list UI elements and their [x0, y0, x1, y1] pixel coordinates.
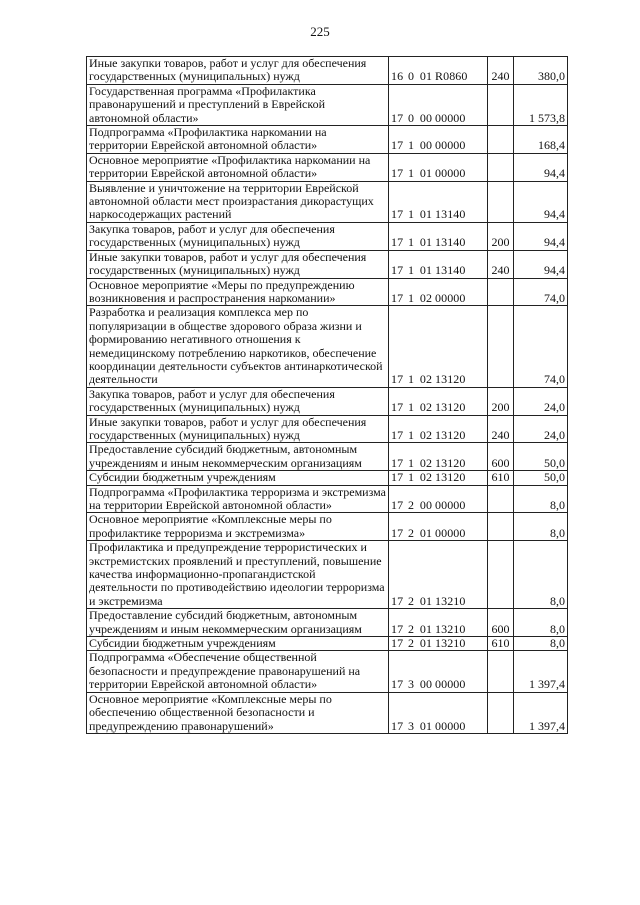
row-amount: 94,4 — [514, 222, 568, 250]
code-direction: R0860 — [435, 69, 468, 84]
row-description: Подпрограмма «Профилактика терроризма и экстремизма на территории Еврейской автономной области» — [87, 485, 389, 513]
code-subprogram: 1 — [407, 455, 415, 470]
budget-table — [86, 56, 568, 734]
code-subprogram: 2 — [407, 621, 415, 636]
code-main-activity: 01 — [419, 166, 433, 181]
row-description: Основное мероприятие «Комплексные меры по обеспечению общественной безопасности и предупреждению правонарушений» — [87, 692, 389, 733]
table-row — [87, 306, 568, 387]
row-amount: 24,0 — [514, 415, 568, 443]
code-program: 17 — [391, 621, 404, 636]
row-amount: 94,4 — [514, 250, 568, 278]
code-program: 17 — [391, 207, 404, 222]
row-target-article-code — [389, 278, 488, 306]
row-expense-type — [488, 541, 514, 609]
code-main-activity: 02 — [419, 290, 433, 305]
row-target-article-code — [389, 651, 488, 692]
row-description: Предоставление субсидий бюджетным, автономным учреждениям и иным некоммерческим организациям — [87, 609, 389, 637]
code-subprogram: 2 — [407, 525, 415, 540]
code-direction: 00000 — [435, 166, 466, 181]
code-subprogram: 1 — [407, 207, 415, 222]
row-expense-type — [488, 181, 514, 222]
code-direction: 13140 — [435, 263, 466, 278]
code-program: 17 — [391, 677, 404, 692]
code-program: 17 — [391, 138, 404, 153]
row-target-article-code — [389, 250, 488, 278]
row-description: Субсидии бюджетным учреждениям — [87, 471, 389, 485]
code-subprogram: 1 — [407, 400, 415, 415]
code-direction: 13140 — [435, 207, 466, 222]
code-direction: 00000 — [435, 525, 466, 540]
code-subprogram: 3 — [407, 677, 415, 692]
row-expense-type: 240 — [488, 415, 514, 443]
code-main-activity: 01 — [419, 235, 433, 250]
code-program: 17 — [391, 427, 404, 442]
row-description: Основное мероприятие «Меры по предупреждению возникновения и распространения наркомании» — [87, 278, 389, 306]
code-subprogram: 1 — [407, 138, 415, 153]
row-amount: 8,0 — [514, 485, 568, 513]
row-amount: 8,0 — [514, 609, 568, 637]
row-amount: 94,4 — [514, 181, 568, 222]
table-row — [87, 541, 568, 609]
code-direction: 13140 — [435, 235, 466, 250]
row-target-article-code — [389, 513, 488, 541]
code-subprogram: 2 — [407, 593, 415, 608]
row-amount: 168,4 — [514, 126, 568, 154]
row-target-article-code — [389, 84, 488, 125]
code-direction: 00000 — [435, 290, 466, 305]
code-program: 17 — [391, 498, 404, 512]
code-main-activity: 00 — [419, 498, 433, 512]
row-target-article-code — [389, 153, 488, 181]
row-description: Профилактика и предупреждение террористических и экстремистских проявлений и преступлений, повышение качества информационно-пропагандистской деятельности по противодействию идеологии терроризма и экстремизма — [87, 541, 389, 609]
row-description: Основное мероприятие «Комплексные меры по профилактике терроризма и экстремизма» — [87, 513, 389, 541]
table-row — [87, 278, 568, 306]
table-row — [87, 692, 568, 733]
row-expense-type — [488, 84, 514, 125]
code-direction: 13120 — [435, 455, 466, 470]
table-row — [87, 387, 568, 415]
table-row — [87, 153, 568, 181]
row-expense-type — [488, 651, 514, 692]
row-description: Выявление и уничтожение на территории Еврейской автономной области мест произрастания дикорастущих наркосодержащих растений — [87, 181, 389, 222]
row-description: Разработка и реализация комплекса мер по популяризации в обществе здорового образа жизни и формированию негативного отношения к немедицинскому потреблению наркотиков, обеспечение координации деятельности субъектов антинаркотической деятельности — [87, 306, 389, 387]
code-main-activity: 01 — [419, 718, 433, 733]
row-target-article-code — [389, 443, 488, 471]
table-row — [87, 57, 568, 85]
code-main-activity: 02 — [419, 470, 433, 485]
row-description: Государственная программа «Профилактика правонарушений и преступлений в Еврейской автономной области» — [87, 84, 389, 125]
row-target-article-code — [389, 222, 488, 250]
row-amount: 380,0 — [514, 57, 568, 85]
row-description: Закупка товаров, работ и услуг для обеспечения государственных (муниципальных) нужд — [87, 387, 389, 415]
row-description: Предоставление субсидий бюджетным, автономным учреждениям и иным некоммерческим организациям — [87, 443, 389, 471]
code-direction: 13120 — [435, 470, 466, 485]
row-description: Закупка товаров, работ и услуг для обеспечения государственных (муниципальных) нужд — [87, 222, 389, 250]
row-expense-type — [488, 513, 514, 541]
table-row — [87, 250, 568, 278]
table-row — [87, 181, 568, 222]
code-direction: 13120 — [435, 427, 466, 442]
row-amount: 1 397,4 — [514, 692, 568, 733]
code-subprogram: 2 — [407, 498, 415, 512]
code-main-activity: 01 — [419, 621, 433, 636]
code-main-activity: 01 — [419, 69, 433, 84]
code-subprogram: 3 — [407, 718, 415, 733]
row-target-article-code — [389, 415, 488, 443]
table-row — [87, 126, 568, 154]
row-expense-type: 610 — [488, 471, 514, 485]
code-main-activity: 01 — [419, 525, 433, 540]
code-direction: 00000 — [435, 498, 466, 512]
row-amount: 74,0 — [514, 278, 568, 306]
row-amount: 8,0 — [514, 513, 568, 541]
code-program: 17 — [391, 718, 404, 733]
row-description: Подпрограмма «Обеспечение общественной безопасности и предупреждение правонарушений на территории Еврейской автономной области» — [87, 651, 389, 692]
code-subprogram: 1 — [407, 263, 415, 278]
row-expense-type — [488, 126, 514, 154]
code-program: 17 — [391, 235, 404, 250]
code-subprogram: 0 — [407, 69, 415, 84]
row-amount: 50,0 — [514, 443, 568, 471]
table-row — [87, 513, 568, 541]
row-description: Иные закупки товаров, работ и услуг для обеспечения государственных (муниципальных) нужд — [87, 415, 389, 443]
code-program: 17 — [391, 470, 404, 485]
row-expense-type: 600 — [488, 609, 514, 637]
row-target-article-code — [389, 306, 488, 387]
code-program: 17 — [391, 593, 404, 608]
table-row — [87, 84, 568, 125]
code-program: 17 — [391, 263, 404, 278]
code-main-activity: 01 — [419, 593, 433, 608]
code-direction: 00000 — [435, 718, 466, 733]
row-description: Основное мероприятие «Профилактика наркомании на территории Еврейской автономной области» — [87, 153, 389, 181]
row-amount: 94,4 — [514, 153, 568, 181]
code-main-activity: 01 — [419, 263, 433, 278]
code-main-activity: 00 — [419, 138, 433, 153]
code-program: 17 — [391, 455, 404, 470]
code-program: 17 — [391, 525, 404, 540]
code-main-activity: 02 — [419, 400, 433, 415]
row-target-article-code — [389, 692, 488, 733]
code-main-activity: 00 — [419, 677, 433, 692]
row-expense-type: 610 — [488, 637, 514, 651]
code-subprogram: 1 — [407, 166, 415, 181]
code-direction: 13210 — [435, 593, 466, 608]
code-main-activity: 02 — [419, 455, 433, 470]
code-program: 16 — [391, 69, 404, 84]
row-amount: 1 573,8 — [514, 84, 568, 125]
code-subprogram: 1 — [407, 290, 415, 305]
table-row — [87, 485, 568, 513]
code-program: 17 — [391, 636, 404, 651]
code-direction: 13120 — [435, 400, 466, 415]
code-direction: 00000 — [435, 138, 466, 153]
code-subprogram: 1 — [407, 372, 415, 387]
row-expense-type — [488, 485, 514, 513]
code-subprogram: 0 — [407, 110, 415, 125]
code-direction: 13210 — [435, 621, 466, 636]
table-row — [87, 637, 568, 651]
row-expense-type — [488, 278, 514, 306]
code-program: 17 — [391, 110, 404, 125]
row-expense-type: 240 — [488, 57, 514, 85]
code-main-activity: 01 — [419, 636, 433, 651]
budget-table-body — [87, 57, 568, 734]
row-target-article-code — [389, 181, 488, 222]
code-subprogram: 1 — [407, 470, 415, 485]
row-target-article-code — [389, 57, 488, 85]
row-target-article-code — [389, 387, 488, 415]
row-expense-type: 240 — [488, 250, 514, 278]
code-main-activity: 01 — [419, 207, 433, 222]
row-expense-type: 200 — [488, 222, 514, 250]
code-program: 17 — [391, 400, 404, 415]
row-description: Иные закупки товаров, работ и услуг для обеспечения государственных (муниципальных) нужд — [87, 57, 389, 85]
row-amount: 8,0 — [514, 541, 568, 609]
table-row — [87, 443, 568, 471]
code-subprogram: 1 — [407, 427, 415, 442]
row-target-article-code — [389, 471, 488, 485]
row-target-article-code — [389, 485, 488, 513]
code-direction: 13120 — [435, 372, 466, 387]
row-amount: 1 397,4 — [514, 651, 568, 692]
code-direction: 00000 — [435, 677, 466, 692]
row-expense-type: 200 — [488, 387, 514, 415]
row-description: Подпрограмма «Профилактика наркомании на территории Еврейской автономной области» — [87, 126, 389, 154]
code-program: 17 — [391, 372, 404, 387]
row-amount: 24,0 — [514, 387, 568, 415]
code-subprogram: 1 — [407, 235, 415, 250]
row-expense-type: 600 — [488, 443, 514, 471]
row-target-article-code — [389, 126, 488, 154]
row-target-article-code — [389, 637, 488, 651]
table-row — [87, 415, 568, 443]
page-number: 225 — [310, 24, 330, 39]
row-amount: 50,0 — [514, 471, 568, 485]
code-direction: 13210 — [435, 636, 466, 651]
code-main-activity: 00 — [419, 110, 433, 125]
code-main-activity: 02 — [419, 372, 433, 387]
code-direction: 00000 — [435, 110, 466, 125]
row-target-article-code — [389, 541, 488, 609]
table-row — [87, 609, 568, 637]
row-amount: 74,0 — [514, 306, 568, 387]
row-expense-type — [488, 306, 514, 387]
code-program: 17 — [391, 290, 404, 305]
row-target-article-code — [389, 609, 488, 637]
row-expense-type — [488, 692, 514, 733]
code-subprogram: 2 — [407, 636, 415, 651]
code-program: 17 — [391, 166, 404, 181]
table-row — [87, 651, 568, 692]
table-row — [87, 471, 568, 485]
row-description: Иные закупки товаров, работ и услуг для обеспечения государственных (муниципальных) нужд — [87, 250, 389, 278]
row-expense-type — [488, 153, 514, 181]
row-description: Субсидии бюджетным учреждениям — [87, 637, 389, 651]
code-main-activity: 02 — [419, 427, 433, 442]
table-row — [87, 222, 568, 250]
row-amount: 8,0 — [514, 637, 568, 651]
